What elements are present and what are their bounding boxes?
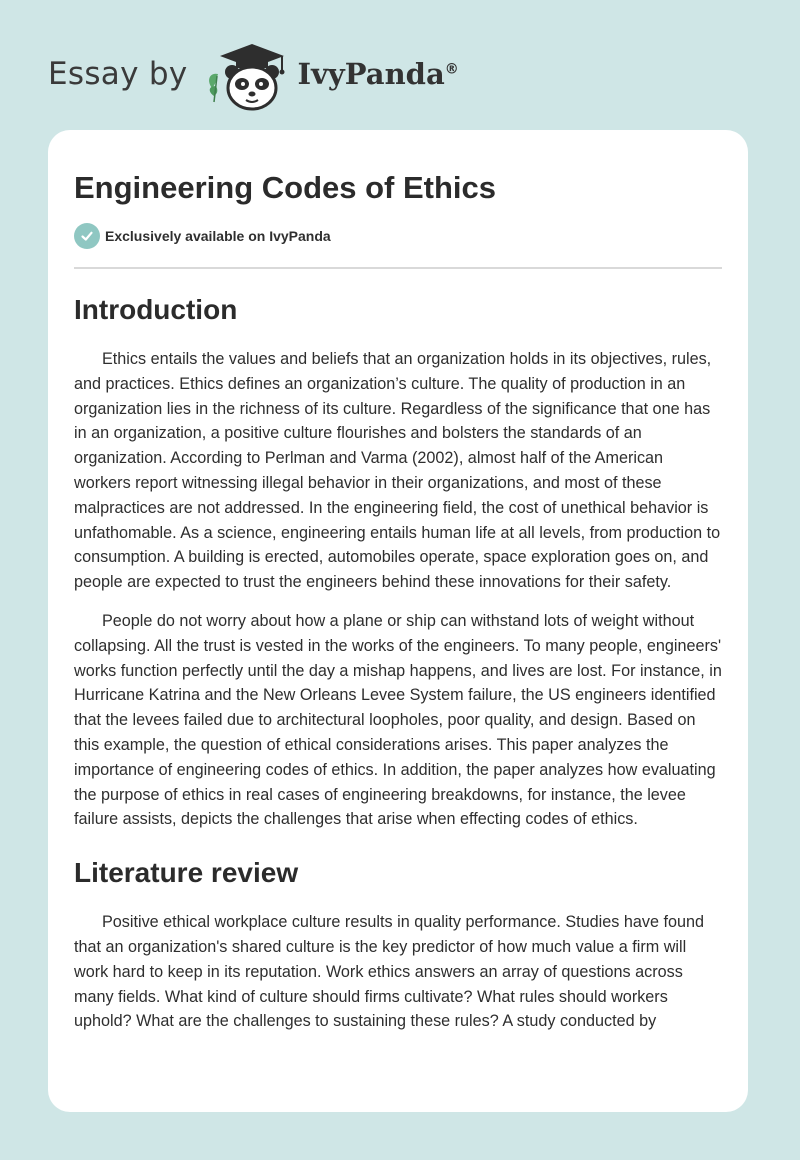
section-heading-introduction: Introduction bbox=[74, 294, 238, 325]
check-icon bbox=[74, 223, 100, 249]
paragraph: Ethics entails the values and beliefs that an organization holds in its objectives, rules, and practices. Ethics defines an organization’s culture. The quality of production in an organization lies in the richness of its culture. Regardless of the significance that one has in an organization, a positive culture flourishes and bolsters the standards of an organization. According to Perlman and Varma (2002), almost half of the American workers report witnessing illegal behavior in their organizations, and most of these malpractices are not addressed. In the engineering field, the cost of unethical behavior is unfathomable. As a science, engineering entails human life at all levels, from production to consumption. A building is erected, automobiles operate, space exploration goes on, and people are expected to trust the engineers behind these innovations for their safety. bbox=[74, 350, 721, 592]
brand-name: IvyPanda® bbox=[297, 57, 459, 91]
essay-by-label: Essay by bbox=[48, 56, 188, 92]
exclusive-badge bbox=[74, 222, 722, 250]
panda-logo-icon bbox=[204, 36, 292, 112]
exclusive-badge-label: Exclusively available on IvyPanda bbox=[105, 228, 331, 244]
paragraph: Positive ethical workplace culture results in quality performance. Studies have found that an organization's shared culture is the key predictor of how much value a firm will work hard to keep in its reputation. Work ethics answers an array of questions across many fields. What kind of culture should firms cultivate? What rules should workers uphold? What are the challenges to sustaining these rules? A study conducted by bbox=[74, 913, 704, 1031]
article-card bbox=[48, 130, 748, 1112]
title-divider bbox=[74, 267, 722, 269]
section-heading-literature-review: Literature review bbox=[74, 857, 299, 889]
paragraph: People do not worry about how a plane or ship can withstand lots of weight without collapsing. All the trust is vested in the works of the engineers. To many people, engineers' works function perfectly until the day a mishap happens, and lives are lost. For instance, in Hurricane Katrina and the New Orleans Levee System failure, the US engineers identified that the levees failed due to architectural loopholes, poor quality, and design. Based on this example, the question of ethical considerations arises. This paper analyzes the importance of engineering codes of ethics. In addition, the paper analyzes how evaluating the purpose of ethics in real cases of engineering breakdowns, for instance, the levee failure assists, depicts the challenges that arise when effecting codes of ethics. bbox=[74, 611, 722, 829]
site-header bbox=[48, 34, 459, 114]
article-title: Engineering Codes of Ethics bbox=[74, 170, 496, 205]
